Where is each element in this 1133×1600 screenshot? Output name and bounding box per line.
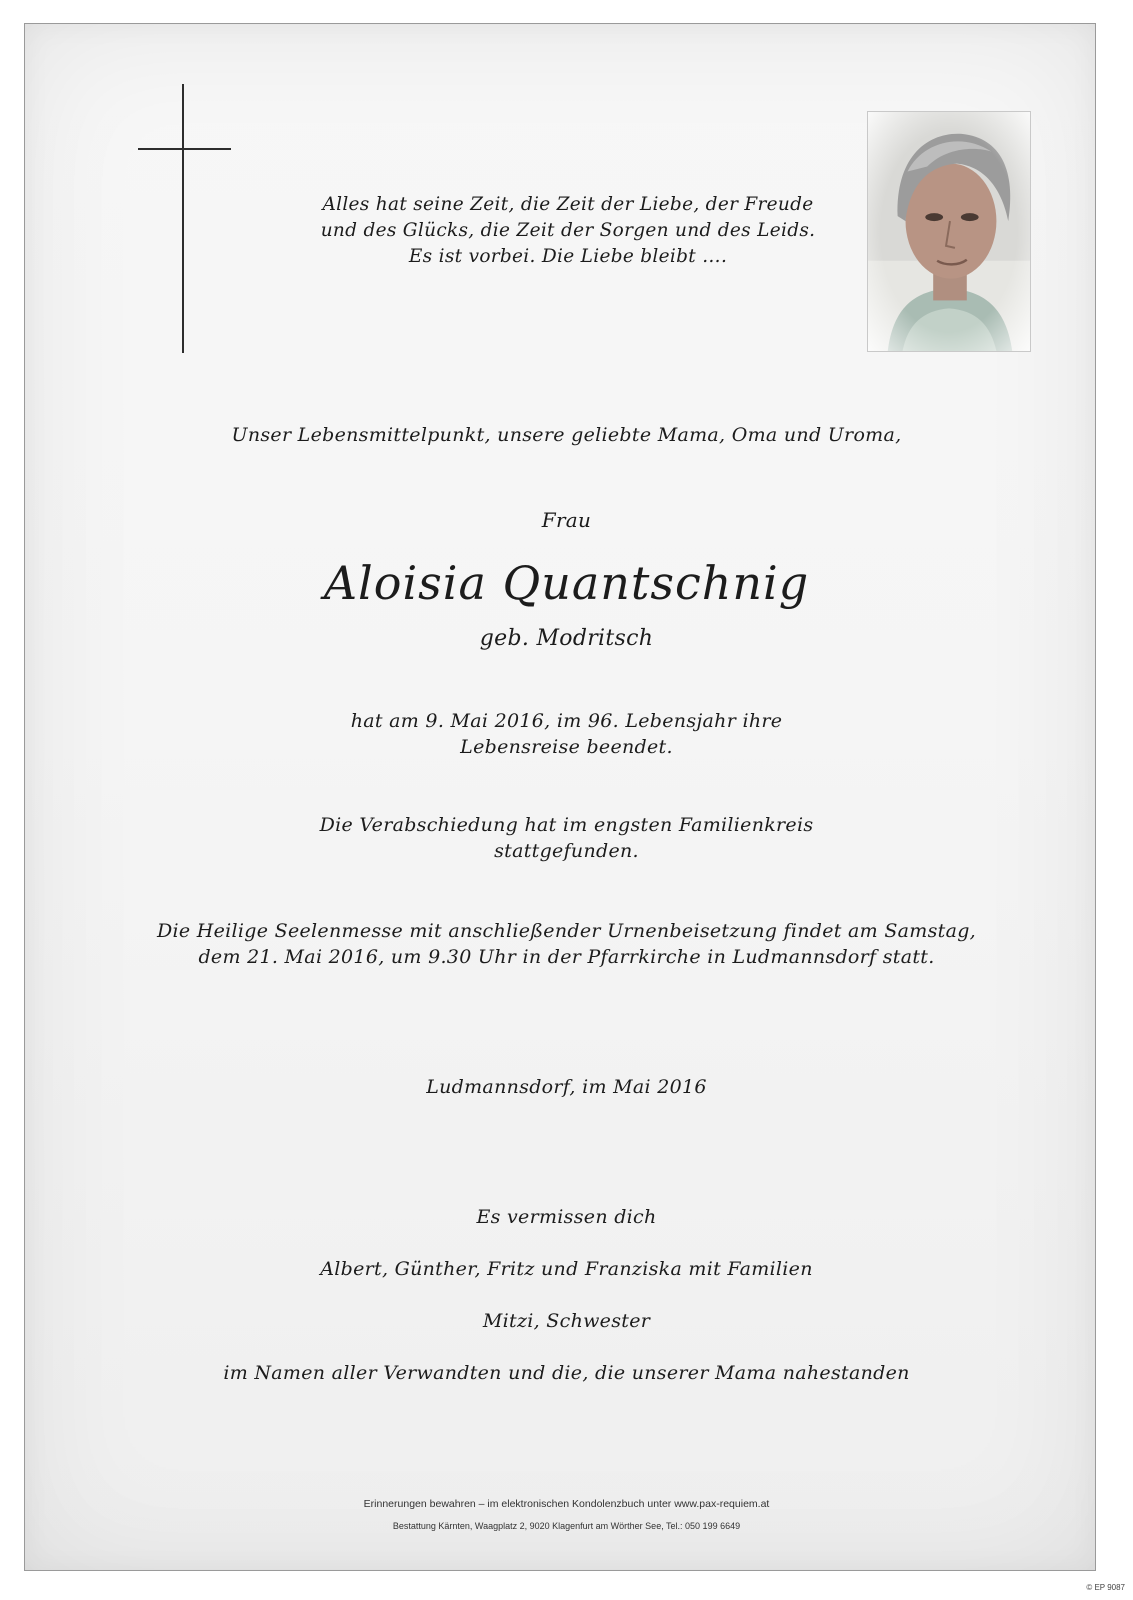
mourners-line-1: Albert, Günther, Fritz und Franziska mit Familien — [320, 1258, 813, 1280]
farewell-line-2: stattgefunden. — [494, 840, 639, 862]
quote-line-1: Alles hat seine Zeit, die Zeit der Liebe, der Freude — [322, 194, 814, 215]
deceased-name: Aloisia Quantschnig — [323, 556, 810, 610]
intro-line: Unser Lebensmittelpunkt, unsere geliebte Mama, Oma und Uroma, — [231, 424, 902, 446]
form-code: © EP 9087 — [1086, 1583, 1125, 1592]
funeral-home-contact: Bestattung Kärnten, Waagplatz 2, 9020 Klagenfurt am Wörther See, Tel.: 050 199 6649 — [392, 1521, 741, 1531]
mourners-line-3: im Namen aller Verwandten und die, die unserer Mama nahestanden — [223, 1362, 910, 1384]
place-date: Ludmannsdorf, im Mai 2016 — [426, 1076, 707, 1098]
quote-line-2: und des Glücks, die Zeit der Sorgen und des Leids. — [320, 220, 816, 241]
farewell-line-1: Die Verabschiedung hat im engsten Familienkreis — [319, 814, 814, 836]
cross-vertical-bar — [182, 84, 184, 353]
death-notice-line-1: hat am 9. Mai 2016, im 96. Lebensjahr ihre — [350, 710, 783, 732]
quote-line-3: Es ist vorbei. Die Liebe bleibt …. — [408, 246, 728, 267]
condolence-book-note: Erinnerungen bewahren – im elektronischen Kondolenzbuch unter www.pax-requiem.at — [363, 1498, 770, 1510]
death-notice-line-2: Lebensreise beendet. — [460, 736, 673, 758]
cross-horizontal-bar — [138, 148, 231, 150]
mass-line-2: dem 21. Mai 2016, um 9.30 Uhr in der Pfarrkirche in Ludmannsdorf statt. — [198, 946, 935, 968]
maiden-name: geb. Modritsch — [479, 626, 654, 651]
mass-line-1: Die Heilige Seelenmesse mit anschließender Urnenbeisetzung findet am Samstag, — [156, 920, 977, 942]
mourners-line-2: Mitzi, Schwester — [482, 1310, 651, 1332]
salutation: Frau — [541, 508, 592, 532]
mourners-heading: Es vermissen dich — [476, 1206, 657, 1228]
